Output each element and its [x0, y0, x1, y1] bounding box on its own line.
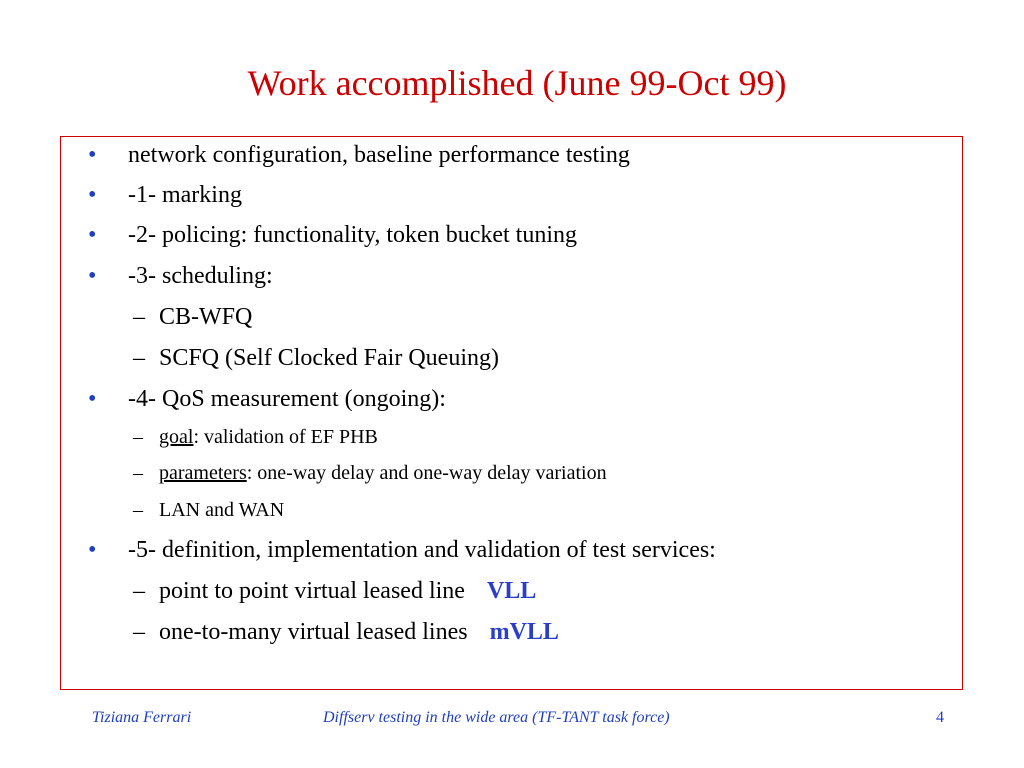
acronym-vll: VLL [486, 578, 537, 604]
list-item [88, 383, 446, 415]
bullet-icon: • [88, 263, 97, 289]
item-text: : validation of EF PHB [193, 426, 378, 448]
item-text: point to point virtual leased line [159, 578, 465, 604]
item-text: -5- definition, implementation and validation of test services: [128, 537, 716, 563]
sub-list-item [133, 616, 559, 648]
item-label: parameters [159, 462, 247, 484]
item-text: LAN and WAN [159, 499, 285, 521]
list-item [88, 219, 577, 251]
list-item [88, 534, 716, 566]
bullet-icon: • [88, 537, 97, 563]
item-text: -2- policing: functionality, token bucket tuning [128, 222, 578, 248]
slide-title: Work accomplished (June 99-Oct 99) [247, 63, 787, 103]
item-text: -1- marking [128, 182, 242, 208]
dash-icon: – [133, 426, 143, 448]
dash-icon: – [133, 345, 145, 371]
item-text: one-to-many virtual leased lines [159, 619, 468, 645]
sub-list-item [133, 342, 499, 374]
content-box [60, 136, 963, 690]
sub-list-item [133, 301, 252, 333]
item-text: -3- scheduling: [128, 263, 273, 289]
page-number: 4 [936, 709, 944, 726]
dash-icon: – [133, 304, 145, 330]
bullet-icon: • [88, 182, 97, 208]
bullet-icon: • [88, 222, 97, 248]
list-item [88, 260, 273, 292]
sub-list-item [133, 575, 536, 607]
list-item [88, 179, 242, 211]
dash-icon: – [133, 499, 143, 521]
footer-author: Tiziana Ferrari [92, 709, 192, 726]
item-text: network configuration, baseline performance testing [128, 142, 630, 168]
sub-list-item [133, 423, 378, 451]
item-text: : one-way delay and one-way delay variation [246, 462, 607, 484]
dash-icon: – [133, 619, 145, 645]
item-text: SCFQ (Self Clocked Fair Queuing) [159, 345, 499, 371]
sub-list-item [133, 496, 284, 524]
bullet-list [61, 137, 962, 689]
list-item [88, 139, 630, 171]
bullet-icon: • [88, 142, 97, 168]
item-text: CB-WFQ [159, 304, 253, 330]
bullet-icon: • [88, 386, 97, 412]
dash-icon: – [133, 462, 143, 484]
item-text: -4- QoS measurement (ongoing): [128, 386, 446, 412]
sub-list-item [133, 459, 607, 487]
dash-icon: – [133, 578, 145, 604]
footer-title: Diffserv testing in the wide area (TF-TANT task force) [323, 709, 670, 726]
item-label: goal [159, 426, 194, 448]
acronym-mvll: mVLL [489, 619, 559, 645]
